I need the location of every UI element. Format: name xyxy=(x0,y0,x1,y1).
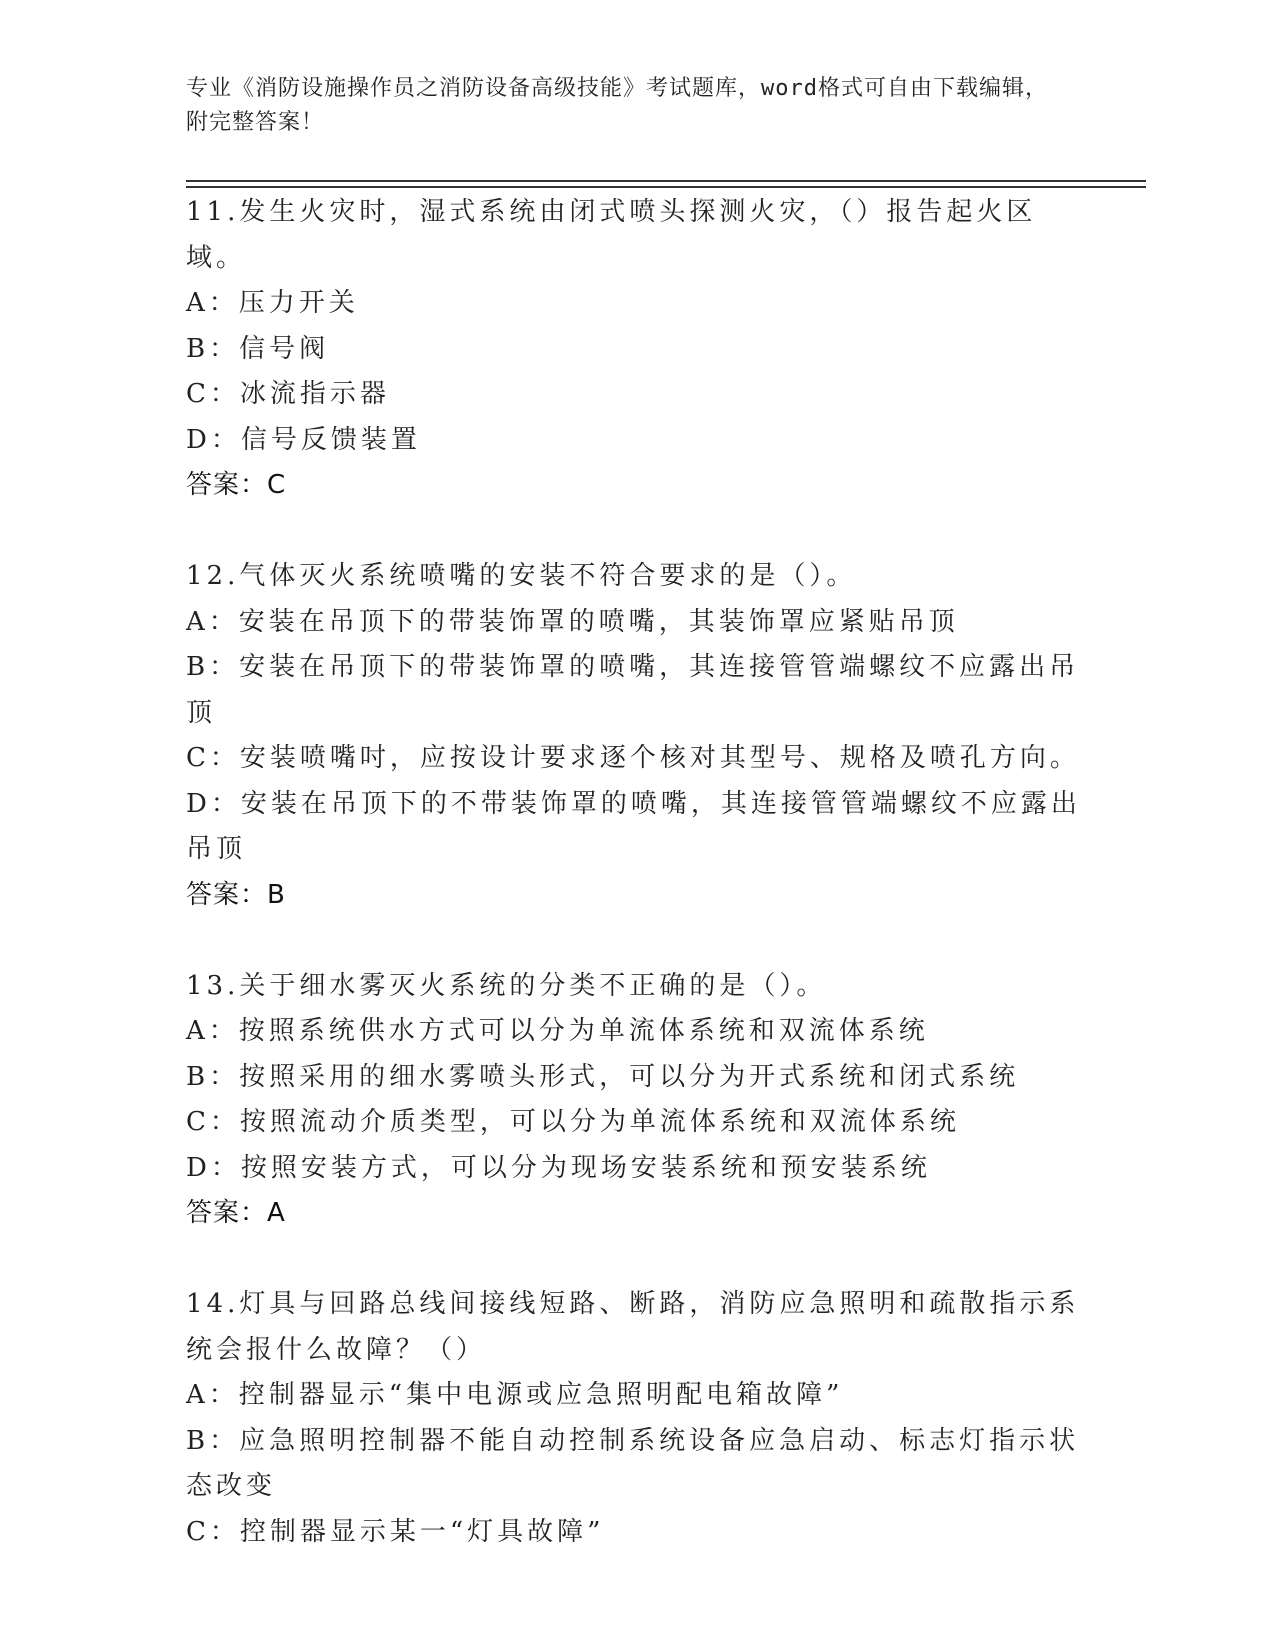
option-a: A：按照系统供水方式可以分为单流体系统和双流体系统 xyxy=(186,1016,929,1046)
document-header xyxy=(186,72,1066,140)
answer: 答案：B xyxy=(186,879,286,910)
option-b: B：信号阀 xyxy=(186,333,330,364)
question-14 xyxy=(186,1282,1086,1555)
question-12 xyxy=(186,554,1086,918)
question-13 xyxy=(186,964,1086,1237)
option-a: A：安装在吊顶下的带装饰罩的喷嘴，其装饰罩应紧贴吊顶 xyxy=(186,606,959,637)
question-list xyxy=(186,190,1086,1555)
option-d: D：信号反馈装置 xyxy=(186,424,421,455)
option-d: D：安装在吊顶下的不带装饰罩的喷嘴，其连接管管端螺纹不应露出吊顶 xyxy=(186,788,1081,864)
option-a: A：压力开关 xyxy=(186,288,359,318)
header-divider-bottom xyxy=(186,186,1146,188)
option-b: B：应急照明控制器不能自动控制系统设备应急启动、标志灯指示状态改变 xyxy=(186,1425,1080,1501)
question-stem: 12.气体灭火系统喷嘴的安装不符合要求的是（）。 xyxy=(186,561,857,591)
option-c: C：冰流指示器 xyxy=(186,379,390,409)
question-gap xyxy=(186,509,1086,555)
question-gap xyxy=(186,1237,1086,1283)
option-b: B：按照采用的细水雾喷头形式，可以分为开式系统和闭式系统 xyxy=(186,1061,1020,1092)
header-divider-top xyxy=(186,180,1146,182)
question-11 xyxy=(186,190,1086,509)
question-stem: 14.灯具与回路总线间接线短路、断路，消防应急照明和疏散指示系统会报什么故障？（） xyxy=(186,1289,1080,1365)
option-c: C：控制器显示某一“灯具故障” xyxy=(186,1516,605,1547)
option-c: C：按照流动介质类型，可以分为单流体系统和双流体系统 xyxy=(186,1107,960,1137)
option-d: D：按照安装方式，可以分为现场安装系统和预安装系统 xyxy=(186,1152,931,1183)
answer: 答案：A xyxy=(186,1198,286,1228)
question-stem: 13.关于细水雾灭火系统的分类不正确的是（）。 xyxy=(186,970,827,1001)
header-text: 专业《消防设施操作员之消防设备高级技能》考试题库，word格式可自由下载编辑，附完整答案！ xyxy=(186,76,1048,135)
option-b: B：安装在吊顶下的带装饰罩的喷嘴，其连接管管端螺纹不应露出吊顶 xyxy=(186,652,1080,728)
answer: 答案：C xyxy=(186,470,287,500)
option-a: A：控制器显示“集中电源或应急照明配电箱故障” xyxy=(186,1380,844,1410)
question-stem: 11.发生火灾时，湿式系统由闭式喷头探测火灾，（）报告起火区域。 xyxy=(186,197,1037,273)
question-gap xyxy=(186,918,1086,964)
option-c: C：安装喷嘴吋，应按设计要求逐个核对其型号、规格及喷孔方向。 xyxy=(186,743,1080,773)
